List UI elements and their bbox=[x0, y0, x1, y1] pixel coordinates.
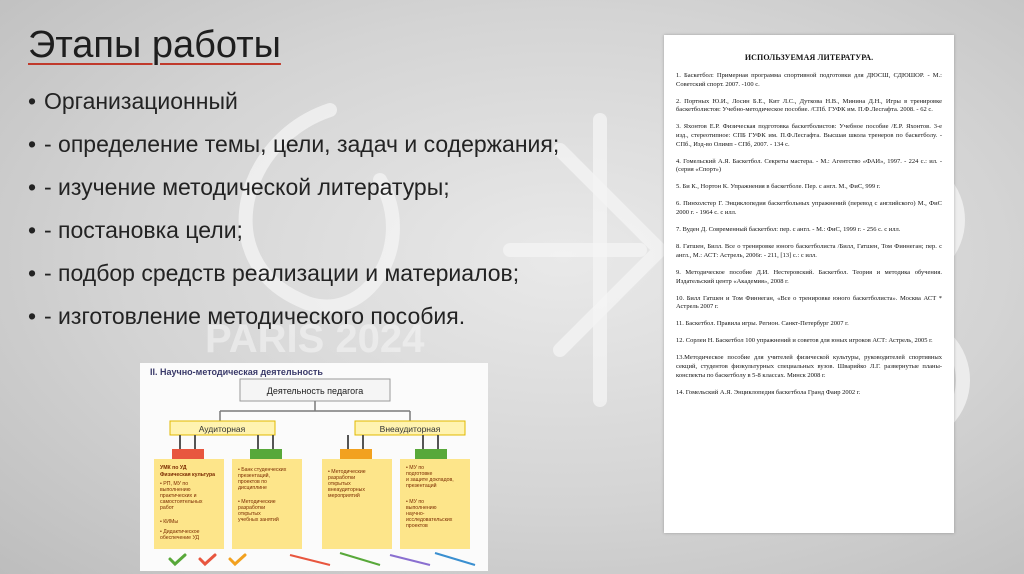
reference-item: 14. Гомельский А.Я. Энциклопедия баскетбола Гранд Фаир 2002 г. bbox=[676, 388, 861, 396]
literature-page bbox=[664, 35, 954, 533]
col1-line: УМК по УД bbox=[160, 465, 187, 471]
extracurricular-label: Внеаудиторная bbox=[379, 424, 441, 434]
classroom-label: Аудиторная bbox=[198, 424, 246, 434]
col1-line: • РП, МУ по выполнению практических и самостоятельных работ bbox=[160, 481, 203, 511]
slide-title: Этапы работы bbox=[28, 24, 281, 66]
reference-item: 6. Пинхолстер Г. Энциклопедия баскетбольных упражнений (перевод с английского) М., ФиС 2000 г. - 1964 с. с илл. bbox=[676, 200, 942, 217]
col1-line: Физическая культура bbox=[160, 472, 216, 478]
bullet-item: • Организационный bbox=[28, 86, 658, 116]
col1-line: • Дидактическое обеспечение УД bbox=[160, 529, 200, 541]
bullet-list bbox=[28, 86, 658, 344]
bullet-item: • - подбор средств реализации и материалов; bbox=[28, 258, 658, 288]
watermark-text: PARIS 2024 bbox=[205, 317, 425, 361]
col2-line: • Методические разработки открытых учебных занятий bbox=[238, 499, 279, 523]
reference-item: 1. Баскетбол: Примерная программа спортивной подготовки для ДЮСШ, СДЮШОР. - М.: Советский спорт. 2007. -100 с. bbox=[676, 72, 942, 88]
col4-line: • МУ по выполнению научно-исследовательских проектов bbox=[406, 499, 453, 529]
literature-title: ИСПОЛЬЗУЕМАЯ ЛИТЕРАТУРА. bbox=[744, 53, 874, 62]
col4-line: • МУ по подготовке и защите докладов, презентаций bbox=[406, 465, 454, 489]
diagram-header: II. Научно-методическая деятельность bbox=[150, 367, 323, 377]
methodology-diagram bbox=[140, 363, 488, 571]
reference-item: 11. Баскетбол. Правила игры. Регион. Санкт-Петербург 2007 г. bbox=[676, 320, 849, 328]
bullet-item: • - постановка цели; bbox=[28, 215, 658, 245]
reference-item: 10. Билл Гатшен и Том Финнеган, «Все о тренировке юного баскетболиста». Москва АСТ * Астрель 2007 г. bbox=[676, 294, 942, 311]
reference-item: 2. Портных Ю.И., Лосин Б.Е., Кит Л.С., Дуткова Н.В., Минина Д.Н., Игры в тренировке баскетболистов: Учебно-методическое пособие. /СПб. ГУФК им. П.Ф.Лесгафта. 2008. - 62 с. bbox=[676, 97, 942, 114]
reference-item: 9. Методическое пособие Д.И. Нестеровский. Баскетбол. Теория и методика обучения. Издательский центр «Академия», 2008 г. bbox=[676, 268, 942, 285]
col1-line: • КИМы bbox=[160, 519, 179, 525]
reference-item: 7. Вуден Д. Современный баскетбол: пер. с англ. - М.: ФиС, 1999 г. - 256 с. с илл. bbox=[676, 226, 901, 234]
reference-item: 13.Методическое пособие для учителей физической культуры, руководителей спортивных секций, студентов физкультурных специальных вузов. Шварийко Л.Г. развернутые планы-конспекты по баскетболу в 5-8 классах. Минск 2008 г. bbox=[676, 354, 942, 379]
col3-line: • Методические разработки открытых внеаудиторных мероприятий bbox=[328, 469, 366, 499]
bullet-item: • - изготовление методического пособия. bbox=[28, 301, 658, 331]
reference-item: 12. Сорлеи Н. Баскетбол 100 упражнений и советов для юных игроков АСТ: Астрель, 2005 г. bbox=[676, 337, 933, 345]
reference-item: 4. Гомельский А.Я. Баскетбол. Секреты мастера. - М.: Агентство «ФАИ», 1997. - 224 с.: ил. - (серия «Спорт») bbox=[676, 157, 942, 174]
col2-line: • Банк студенческих презентаций, проектов по дисциплине bbox=[238, 467, 287, 491]
reference-item: 3. Яхонтов Е.Р. Физическая подготовка баскетболистов: Учебное пособие /Е.Р. Яхонтов. 3-е изд., стереотипное: СПБ ГУФК им. П.Ф.Лесгафта. Высшая школа тренеров по баскетболу. - СПб., Изд-во Олимп - СПб, 2007. - 134 с. bbox=[676, 123, 942, 148]
teacher-activity-box: Деятельность педагога bbox=[266, 386, 364, 396]
bullet-item: • - определение темы, цели, задач и содержания; bbox=[28, 129, 658, 159]
reference-item: 5. Би К., Нортон К. Упражнения в баскетболе. Пер. с англ. М., ФиС, 999 г. bbox=[676, 183, 881, 191]
reference-item: 8. Гатшен, Билл. Все о тренировке юного баскетболиста /Билл, Гатшен, Том Финнеган; пер. с англ., М.: АСТ: Астрель, 2006г. - 211, [13] с.: с илл. bbox=[676, 243, 942, 259]
bullet-item: • - изучение методической литературы; bbox=[28, 172, 658, 202]
